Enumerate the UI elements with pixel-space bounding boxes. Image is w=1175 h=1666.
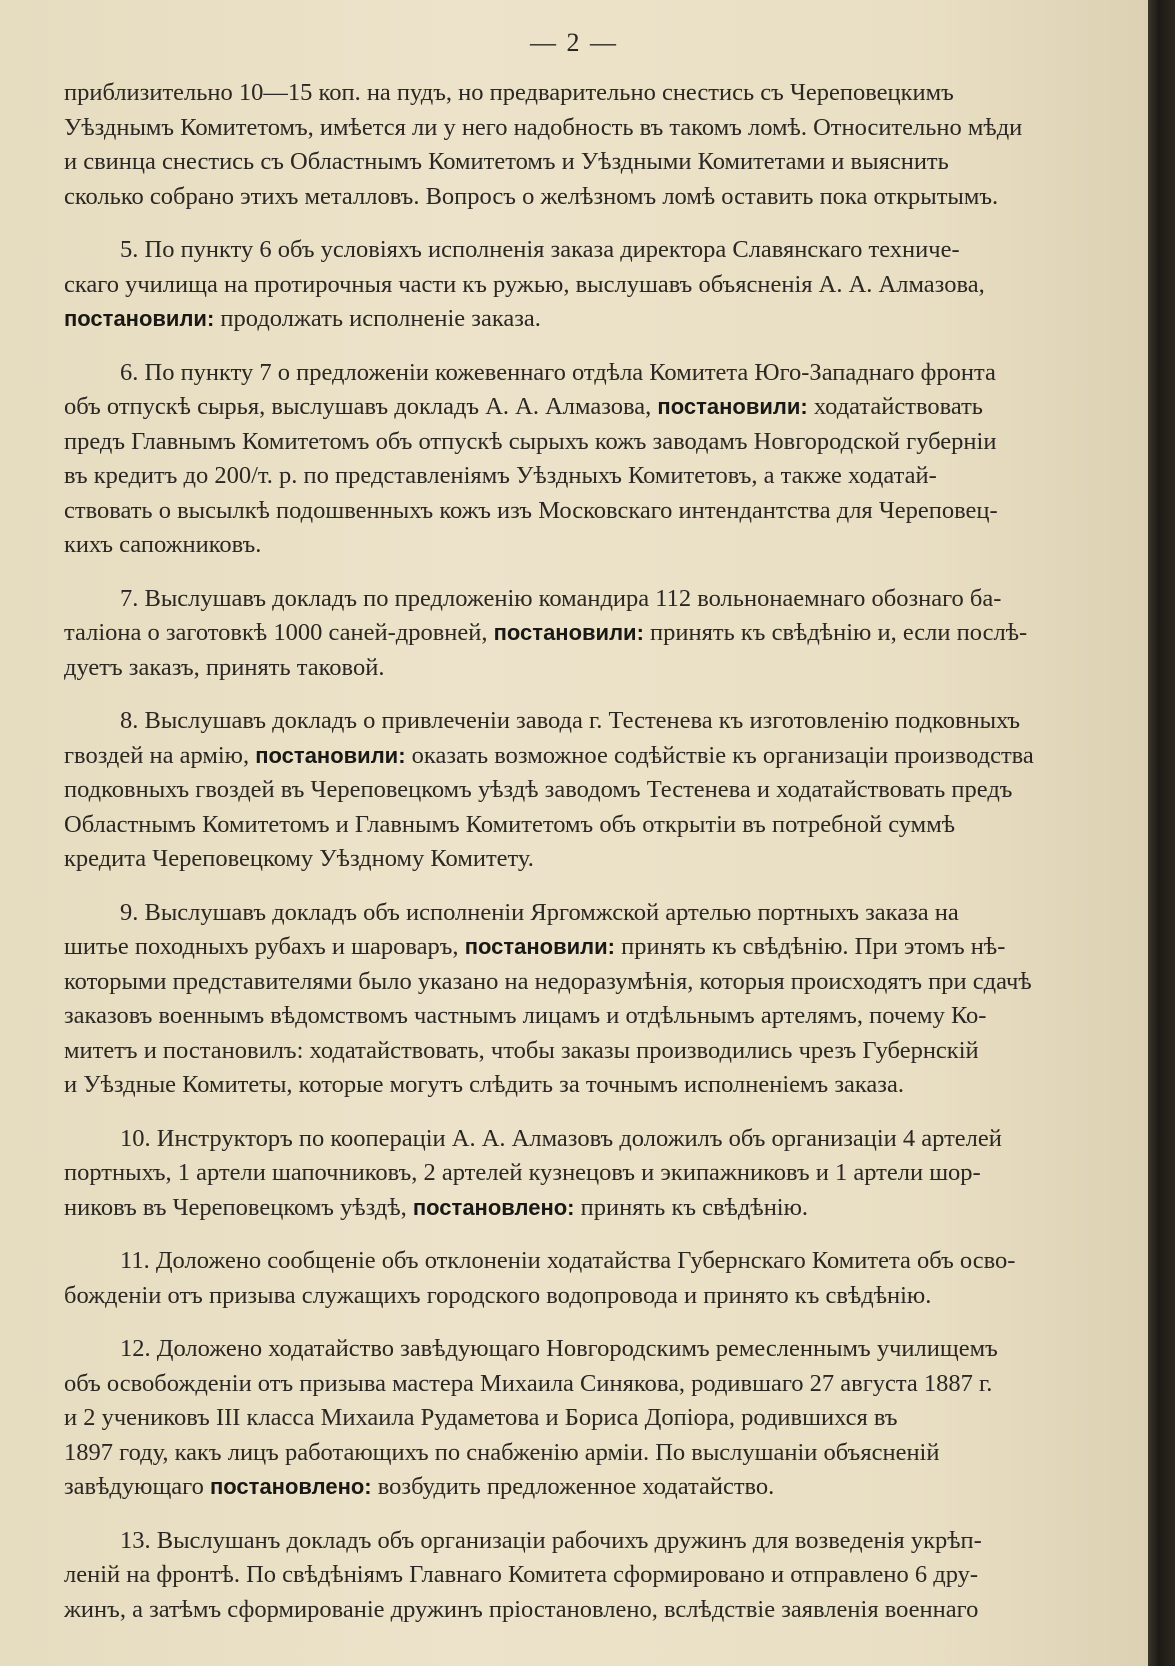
text-line <box>64 180 1148 215</box>
paragraph <box>64 1524 1148 1628</box>
resolution-keyword: постановили: <box>464 934 615 959</box>
book-edge <box>1148 0 1175 1666</box>
text-line <box>64 930 1148 965</box>
text-line <box>64 459 1148 494</box>
text-segment: оказать возможное содѣйствіе къ организаціи производства <box>405 741 1034 769</box>
text-line <box>64 773 1148 808</box>
text-segment: скаго училища на протирочныя части къ ружью, выслушавъ объясненія А. А. Алмазова, <box>64 270 985 298</box>
paragraph <box>64 356 1148 563</box>
text-line <box>64 1034 1148 1069</box>
text-segment: 6. По пункту 7 о предложеніи кожевеннаго отдѣла Комитета Юго-Западнаго фронта <box>120 358 996 386</box>
text-line <box>64 1558 1148 1593</box>
text-line <box>64 145 1148 180</box>
text-segment: продолжать исполненіе заказа. <box>214 305 541 332</box>
text-segment: 11. Доложено сообщеніе объ отклоненіи ходатайства Губернскаго Комитета объ осво- <box>120 1247 1016 1274</box>
paragraph <box>64 1332 1148 1505</box>
text-line <box>64 1436 1148 1471</box>
text-segment: и свинца снестись съ Областнымъ Комитетомъ и Уѣздными Комитетами и выяснить <box>64 148 949 175</box>
text-segment: принять къ свѣдѣнію. При этомъ нѣ- <box>614 933 1006 960</box>
text-line <box>64 356 1148 391</box>
paragraph <box>64 76 1148 214</box>
text-line <box>64 76 1148 111</box>
text-segment: никовъ въ Череповецкомъ уѣздѣ, <box>64 1193 413 1221</box>
text-segment: объ отпускѣ сырья, выслушавъ докладъ А. А. Алмазова, <box>64 393 658 420</box>
text-segment: 5. По пункту 6 объ условіяхъ исполненія заказа директора Славянскаго техниче- <box>120 236 960 263</box>
text-line <box>64 1470 1148 1505</box>
text-line <box>64 268 1148 303</box>
text-line <box>64 1593 1148 1628</box>
text-segment: Областнымъ Комитетомъ и Главнымъ Комитетомъ объ открытіи въ потребной суммѣ <box>64 810 955 838</box>
text-line <box>64 1367 1148 1402</box>
text-segment: 1897 году, какъ лицъ работающихъ по снабженію арміи. По выслушаніи объясненій <box>64 1438 940 1466</box>
resolution-keyword: постановили: <box>255 742 406 768</box>
text-segment: предъ Главнымъ Комитетомъ объ отпускѣ сырыхъ кожъ заводамъ Новгородской губерніи <box>64 427 997 455</box>
text-line <box>64 704 1148 739</box>
text-segment: объ освобожденіи отъ призыва мастера Михаила Синякова, родившаго 27 августа 1887 г. <box>64 1369 993 1397</box>
text-segment: принять къ свѣдѣнію и, если послѣ- <box>643 619 1028 646</box>
text-segment: подковныхъ гвоздей въ Череповецкомъ уѣздѣ заводомъ Тестенева и ходатайствовать предъ <box>64 776 1013 803</box>
text-segment: сколько собрано этихъ металловъ. Вопросъ о желѣзномъ ломѣ оставить пока открытымъ. <box>64 182 999 210</box>
text-line <box>64 616 1148 651</box>
text-segment: леній на фронтѣ. По свѣдѣніямъ Главнаго Комитета сформировано и отправлено 6 дру- <box>64 1561 979 1588</box>
text-segment: въ кредитъ до 200/т. р. по представленіямъ Уѣздныхъ Комитетовъ, а также ходатай- <box>64 462 937 489</box>
page-number: — 2 — <box>530 28 618 57</box>
text-line <box>64 1191 1148 1226</box>
paragraph <box>64 233 1148 337</box>
text-segment: таліона о заготовкѣ 1000 саней-дровней, <box>64 619 494 646</box>
paragraph <box>64 582 1148 686</box>
text-segment: дуетъ заказъ, принять таковой. <box>64 653 385 681</box>
text-line <box>64 1332 1148 1367</box>
text-line <box>64 582 1148 617</box>
text-segment: приблизительно 10—15 коп. на пудъ, но предварительно снестись съ Череповецкимъ <box>64 79 954 106</box>
text-segment: портныхъ, 1 артели шапочниковъ, 2 артелей кузнецовъ и экипажниковъ и 1 артели шор- <box>64 1159 981 1186</box>
text-segment: принять къ свѣдѣнію. <box>574 1193 809 1221</box>
text-line <box>64 1122 1148 1157</box>
text-segment: и 2 учениковъ III класса Михаила Рудаметова и Бориса Допіора, родившихся въ <box>64 1404 898 1431</box>
text-segment: завѣдующаго <box>64 1473 210 1500</box>
text-line <box>64 808 1148 843</box>
text-segment: 9. Выслушавъ докладъ объ исполненіи Яргомжской артелью портныхъ заказа на <box>120 898 959 926</box>
text-segment: божденіи отъ призыва служащихъ городского водопровода и принято къ свѣдѣнію. <box>64 1281 932 1309</box>
text-line <box>64 1279 1148 1314</box>
text-line <box>64 965 1148 1000</box>
text-segment: ствовать о высылкѣ подошвенныхъ кожъ изъ Московскаго интендантства для Череповец- <box>64 496 998 524</box>
text-segment: шитье походныхъ рубахъ и шароваръ, <box>64 933 465 960</box>
text-line <box>64 425 1148 460</box>
text-line <box>64 302 1148 337</box>
text-segment: 8. Выслушавъ докладъ о привлеченіи завода г. Тестенева къ изготовленію подковныхъ <box>120 707 1021 734</box>
text-line <box>64 233 1148 268</box>
text-line <box>64 390 1148 425</box>
text-line <box>64 111 1148 146</box>
paragraph <box>64 704 1148 877</box>
text-line <box>64 842 1148 877</box>
text-line <box>64 651 1148 686</box>
resolution-keyword: постановили: <box>64 306 215 331</box>
text-line <box>64 528 1148 563</box>
text-line <box>64 1068 1148 1103</box>
text-segment: и Уѣздные Комитеты, которые могутъ слѣдить за точнымъ исполненіемъ заказа. <box>64 1071 904 1098</box>
text-segment: 12. Доложено ходатайство завѣдующаго Новгородскимъ ремесленнымъ училищемъ <box>120 1335 998 1362</box>
paragraph <box>64 1244 1148 1313</box>
text-line <box>64 1156 1148 1191</box>
text-segment: заказовъ военнымъ вѣдомствомъ частнымъ лицамъ и отдѣльнымъ артелямъ, почему Ко- <box>64 1002 987 1029</box>
text-segment: 7. Выслушавъ докладъ по предложенію командира 112 вольнонаемнаго обознаго ба- <box>120 584 1002 612</box>
text-line <box>64 1524 1148 1559</box>
text-segment: Уѣзднымъ Комитетомъ, имѣется ли у него надобность въ такомъ ломѣ. Относительно мѣди <box>64 113 1023 141</box>
resolution-keyword: постановили: <box>493 620 644 645</box>
text-segment: ходатайствовать <box>807 393 983 420</box>
text-segment: гвоздей на армію, <box>64 741 256 769</box>
text-segment: возбудить предложенное ходатайство. <box>371 1473 775 1500</box>
text-segment: которыми представителями было указано на недоразумѣнія, которыя происходятъ при сдачѣ <box>64 967 1032 995</box>
resolution-keyword: постановлено: <box>412 1194 575 1220</box>
document-body <box>64 76 1148 1646</box>
text-line <box>64 1244 1148 1279</box>
text-segment: кихъ сапожниковъ. <box>64 531 262 558</box>
text-line <box>64 999 1148 1034</box>
resolution-keyword: постановлено: <box>210 1474 372 1499</box>
text-line <box>64 896 1148 931</box>
text-segment: 10. Инструкторъ по коопераціи А. А. Алмазовъ доложилъ объ организаціи 4 артелей <box>120 1124 1002 1152</box>
text-line <box>64 1401 1148 1436</box>
text-line <box>64 494 1148 529</box>
text-segment: 13. Выслушанъ докладъ объ организаціи рабочихъ дружинъ для возведенія укрѣп- <box>120 1526 982 1554</box>
text-segment: кредита Череповецкому Уѣздному Комитету. <box>64 845 534 872</box>
text-segment: митетъ и постановилъ: ходатайствовать, чтобы заказы производились чрезъ Губернскій <box>64 1036 979 1064</box>
paragraph <box>64 896 1148 1103</box>
text-line <box>64 739 1148 774</box>
text-segment: жинъ, а затѣмъ сформированіе дружинъ пріостановлено, вслѣдствіе заявленія военнаго <box>64 1595 979 1623</box>
resolution-keyword: постановили: <box>657 394 808 419</box>
paragraph <box>64 1122 1148 1226</box>
